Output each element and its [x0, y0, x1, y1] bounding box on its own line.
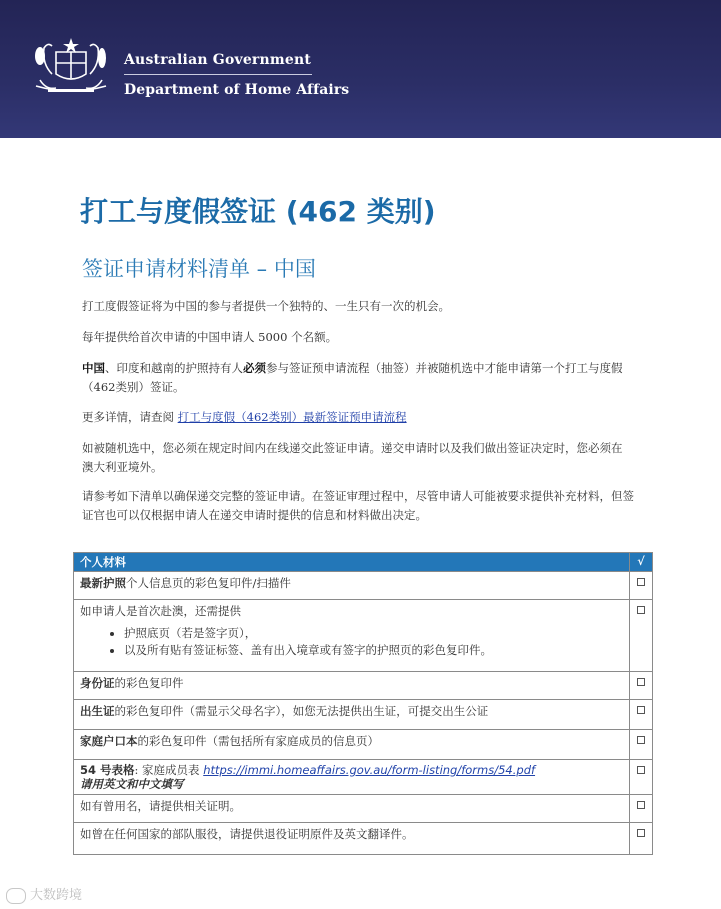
row-first-visit: [74, 600, 630, 672]
row-birth-bold: 出生证: [80, 704, 115, 718]
p3-text-b: 参与签证预申请流程（抽签）并被随机选中才能申请第一个打工与度假（462类别）签证。: [82, 361, 623, 394]
intro-paragraph-4: [82, 408, 642, 427]
intro-paragraph-5: 如被随机选中，您必须在规定时间内在线递交此签证申请。递交申请时以及我们做出签证决定时，您必须在澳大利亚境外。: [82, 441, 623, 474]
table-row: [74, 760, 653, 795]
intro-paragraph-3: [82, 359, 634, 397]
table-row: [74, 672, 653, 700]
row-id-card: [74, 672, 630, 700]
p3-text-a: 、印度和越南的护照持有人: [105, 361, 243, 375]
table-row: [74, 700, 653, 730]
row-first-visit-text: 如申请人是首次赴澳，还需提供: [80, 604, 241, 618]
coat-of-arms-icon: [26, 34, 116, 100]
table-header-row: [74, 553, 653, 572]
checkbox[interactable]: [637, 578, 645, 586]
table-row: [74, 600, 653, 672]
header-banner: [0, 0, 721, 138]
page-subtitle: 签证申请材料清单 – 中国: [82, 257, 316, 281]
checkbox[interactable]: [637, 606, 645, 614]
checkbox[interactable]: [637, 829, 645, 837]
checkbox[interactable]: [637, 766, 645, 774]
row-passport: [74, 572, 630, 600]
checkbox[interactable]: [637, 706, 645, 714]
table-row: [74, 572, 653, 600]
row-form-54: [74, 760, 630, 795]
row-military-service: 如曾在任何国家的部队服役，请提供退役证明原件及英文翻译件。: [74, 823, 630, 855]
bold-china: 中国: [82, 361, 105, 375]
watermark: [6, 884, 82, 904]
row-passport-bold: 最新护照: [80, 576, 126, 590]
list-item: • 以及所有贴有签证标签、盖有出入境章或有签字的护照页的彩色复印件。: [124, 642, 623, 658]
intro-paragraph-1: 打工度假签证将为中国的参与者提供一个独特的、一生只有一次的机会。: [82, 299, 450, 313]
checkbox[interactable]: [637, 801, 645, 809]
personal-documents-table: [73, 552, 653, 855]
watermark-logo-icon: [6, 888, 26, 904]
table-row: [74, 795, 653, 823]
intro-paragraph-6: 请参考如下清单以确保递交完整的签证申请。在签证审理过程中，尽管申请人可能被要求提供补充材料，但签证官也可以仅根据申请人在递交申请时提供的信息和材料做出决定。: [82, 489, 634, 522]
row-id-card-bold: 身份证: [80, 676, 115, 690]
page-title: 打工与度假签证 (462 类别): [80, 195, 436, 228]
row-passport-text: 个人信息页的彩色复印件/扫描件: [126, 576, 291, 590]
header-line-government: Australian Government: [124, 52, 312, 68]
table-header-label: 个人材料: [74, 553, 630, 572]
bold-must: 必须: [243, 361, 266, 375]
first-visit-list: [80, 625, 623, 658]
row-birth-certificate: [74, 700, 630, 730]
intro-paragraph-2: 每年提供给首次申请的中国申请人 5000 个名额。: [82, 330, 338, 344]
row-former-name: 如有曾用名，请提供相关证明。: [74, 795, 630, 823]
checkbox[interactable]: [637, 678, 645, 686]
watermark-text: 大数跨境: [30, 888, 83, 903]
row-household-text: 的彩色复印件（需包括所有家庭成员的信息页）: [137, 734, 379, 748]
row-birth-text: 的彩色复印件（需显示父母名字），如您无法提供出生证，可提交出生公证: [114, 704, 489, 718]
form-54-link[interactable]: https://immi.homeaffairs.gov.au/form-listing/forms/54.pdf: [203, 763, 536, 777]
checkbox[interactable]: [637, 736, 645, 744]
header-line-department: Department of Home Affairs: [124, 82, 350, 98]
p4-prefix: 更多详情，请查阅: [82, 410, 174, 424]
list-item: • 护照底页（若是签字页），: [124, 625, 623, 641]
header-divider: [124, 74, 312, 75]
row-form54-text: : 家庭成员表: [134, 763, 200, 777]
row-form54-note: 请用英文和中文填写: [80, 777, 184, 791]
table-header-check: √: [630, 553, 653, 572]
row-household-bold: 家庭户口本: [80, 734, 138, 748]
row-id-card-text: 的彩色复印件: [114, 676, 184, 690]
row-household-register: [74, 730, 630, 760]
prelaunch-process-link[interactable]: 打工与度假（462类别）最新签证预申请流程: [177, 410, 407, 424]
table-row: [74, 823, 653, 855]
table-row: [74, 730, 653, 760]
row-form54-bold: 54 号表格: [80, 763, 135, 777]
